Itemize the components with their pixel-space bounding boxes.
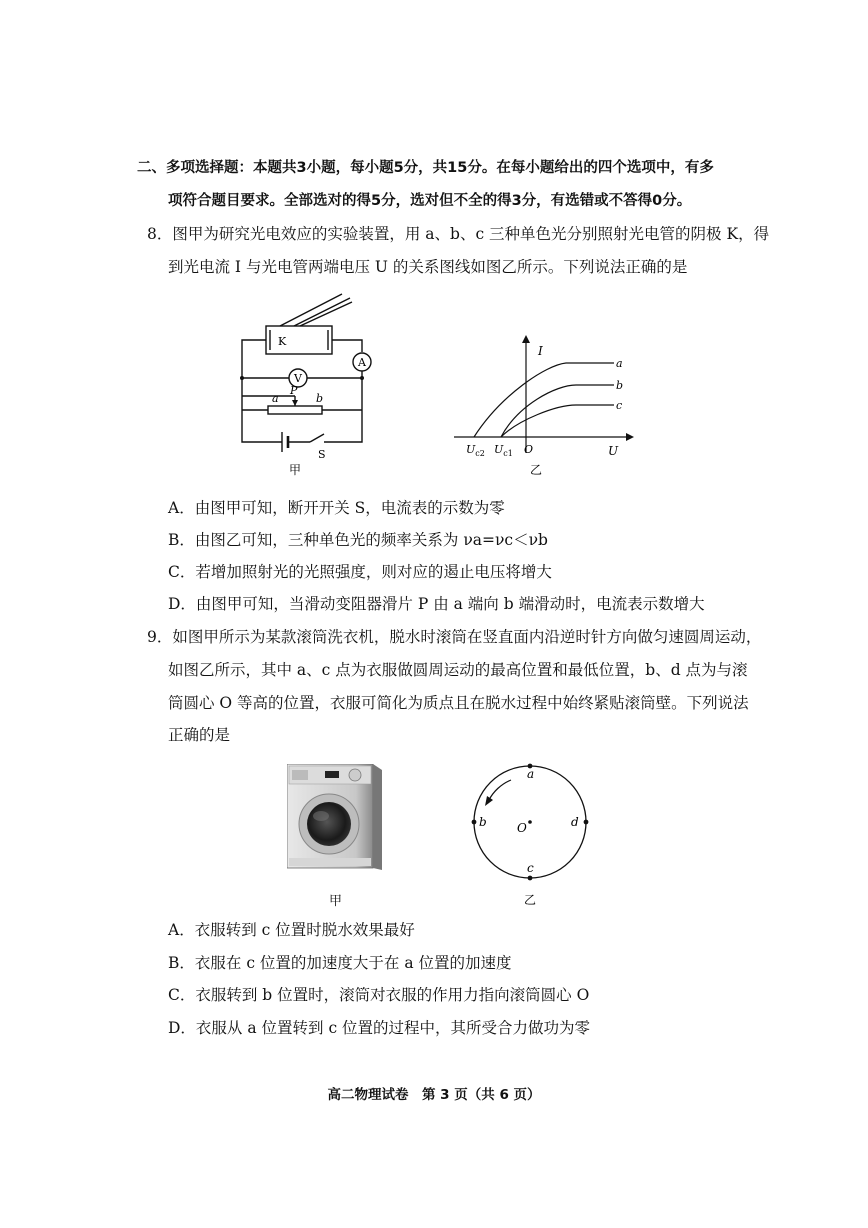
q8-stem-line2: 到光电流 I 与光电管两端电压 U 的关系图线如图乙所示。下列说法正确的是 <box>168 258 688 276</box>
label-uc2: $U_{c2}$ <box>466 443 485 458</box>
drum-caption: 乙 <box>524 893 537 907</box>
graph-caption: 乙 <box>530 463 543 477</box>
rheostat <box>268 406 322 414</box>
circuit-caption: 甲 <box>289 463 302 477</box>
graph-xlabel: U <box>608 444 619 458</box>
label-a: a <box>272 392 279 405</box>
q9-stem-line1: 9．如图甲所示为某款滚筒洗衣机，脱水时滚筒在竖直面内沿逆时针方向做匀速圆周运动， <box>147 628 762 646</box>
q8-circuit-diagram <box>232 290 382 480</box>
curve-b <box>501 385 614 437</box>
curve-label-c: c <box>616 399 623 412</box>
page-footer: 高二物理试卷 第 3 页（共 6 页） <box>327 1087 541 1103</box>
graph-ylabel: I <box>538 344 543 358</box>
q9-stem-line4: 正确的是 <box>168 726 231 744</box>
label-K: K <box>278 335 287 348</box>
point-c <box>528 876 533 881</box>
q9-option-b: B．衣服在 c 位置的加速度大于在 a 位置的加速度 <box>168 954 512 972</box>
label-A: A <box>358 356 366 369</box>
q9-option-c: C．衣服转到 b 位置时，滚筒对衣服的作用力指向滚筒圆心 O <box>168 986 590 1004</box>
photo-caption: 甲 <box>329 894 343 909</box>
q8-option-a: A．由图甲可知，断开开关 S，电流表的示数为零 <box>168 499 505 517</box>
section-title-line2: 项符合题目要求。全部选对的得5分，选对但不全的得3分，有选错或不答得0分。 <box>168 193 692 209</box>
drum-circle-diagram <box>465 760 597 910</box>
q8-option-c: C．若增加照射光的光照强度，则对应的遏止电压将增大 <box>168 563 552 581</box>
drum-label-b: b <box>479 815 487 829</box>
q8-option-b: B．由图乙可知，三种单色光的频率关系为 νa=νc＜νb <box>168 531 548 549</box>
point-d <box>584 820 589 825</box>
label-P: P <box>290 384 298 397</box>
drum-label-a: a <box>527 767 535 781</box>
graph-origin: O <box>524 443 534 456</box>
rotation-arrow-icon <box>489 780 511 800</box>
q9-option-a: A．衣服转到 c 位置时脱水效果最好 <box>168 921 415 939</box>
curve-c <box>501 405 614 437</box>
label-S: S <box>318 448 326 461</box>
q9-stem-line2: 如图乙所示，其中 a、c 点为衣服做圆周运动的最高位置和最低位置，b、d 点为与滚 <box>168 661 748 679</box>
q9-option-d: D．衣服从 a 位置转到 c 位置的过程中，其所受合力做功为零 <box>168 1019 591 1037</box>
section-title-line1: 二、多项选择题：本题共3小题，每小题5分，共15分。在每小题给出的四个选项中，有多 <box>137 160 714 176</box>
washer-door <box>307 802 351 846</box>
curve-label-b: b <box>616 379 624 392</box>
curve-a <box>474 363 614 437</box>
drum-label-c: c <box>527 861 534 875</box>
washing-machine-photo <box>287 764 383 872</box>
drum-label-O: O <box>517 821 527 835</box>
q9-stem-line3: 筒圆心 O 等高的位置，衣服可简化为质点且在脱水过程中始终紧贴滚筒壁。下列说法 <box>168 694 749 712</box>
label-uc1: $U_{c1}$ <box>494 443 513 458</box>
q8-iu-graph <box>446 335 636 480</box>
q8-stem-line1: 8．图甲为研究光电效应的实验装置，用 a、b、c 三种单色光分别照射光电管的阴极 K，得 <box>147 225 770 243</box>
curve-label-a: a <box>616 357 623 370</box>
label-b: b <box>316 392 324 405</box>
point-b <box>472 820 477 825</box>
center-O <box>528 820 532 824</box>
q8-option-d: D．由图甲可知，当滑动变阻器滑片 P 由 a 端向 b 端滑动时，电流表示数增大 <box>168 595 705 613</box>
drum-label-d: d <box>571 815 579 829</box>
label-V: V <box>294 372 302 385</box>
phototube <box>266 326 332 354</box>
